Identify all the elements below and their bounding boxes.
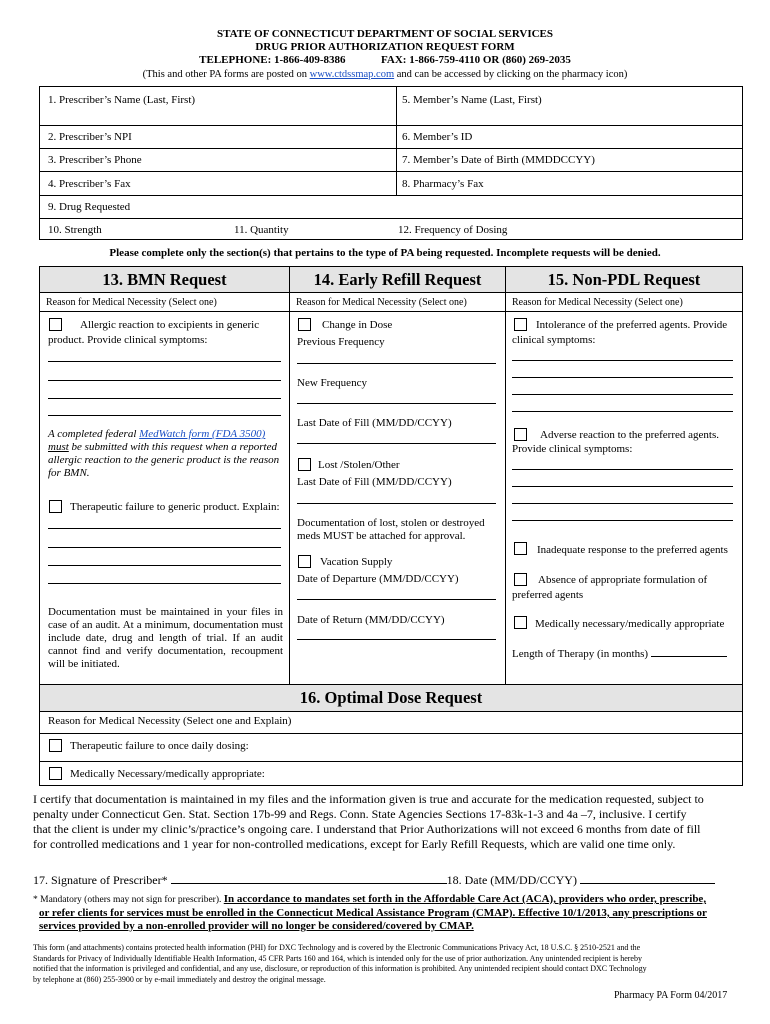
therapeutic-explain-line[interactable] <box>48 583 281 584</box>
mandatory-bold-3: services provided by a non-enrolled provider will no longer be considered/covered by CMAP. <box>39 920 474 932</box>
therapeutic-failure-checkbox[interactable] <box>49 500 62 513</box>
adverse-symptoms-line[interactable] <box>512 469 733 470</box>
mandatory-note <box>33 893 745 933</box>
allergic-reaction-label-2: product. Provide clinical symptoms: <box>48 334 208 346</box>
optimal-medically-necessary-label: Medically Necessary/medically appropriate: <box>70 768 265 780</box>
allergic-symptoms-line[interactable] <box>48 415 281 416</box>
absence-formulation-checkbox[interactable] <box>514 573 527 586</box>
absence-formulation-label: Absence of appropriate formulation of <box>538 574 708 586</box>
adverse-symptoms-line[interactable] <box>512 520 733 521</box>
new-frequency-label: New Frequency <box>297 377 367 389</box>
header-agency: STATE OF CONNECTICUT DEPARTMENT OF SOCIAL SERVICES <box>216 28 553 40</box>
medically-necessary-checkbox[interactable] <box>514 616 527 629</box>
certification-text <box>33 792 739 852</box>
nonpdl-reason-label: Reason for Medical Necessity (Select one) <box>512 297 683 308</box>
prescriber-name-field[interactable]: 1. Prescriber’s Name (Last, First) <box>48 94 196 106</box>
member-name-field[interactable]: 5. Member’s Name (Last, First) <box>402 94 542 106</box>
allergic-symptoms-line[interactable] <box>48 398 281 399</box>
member-dob-field[interactable]: 7. Member’s Date of Birth (MMDDCCYY) <box>402 154 595 166</box>
drug-requested-field[interactable]: 9. Drug Requested <box>48 201 131 213</box>
medwatch-note-post: be submitted with this request when a reported allergic reaction to the generic product is the reason for BMN. <box>48 441 280 479</box>
pharmacy-fax-field[interactable]: 8. Pharmacy’s Fax <box>402 178 484 190</box>
ctdssmap-link[interactable]: www.ctdssmap.com <box>309 69 395 80</box>
once-daily-failure-checkbox[interactable] <box>49 739 62 752</box>
therapy-length-field[interactable] <box>512 646 727 661</box>
certification-line: penalty under Connecticut Gen. Stat. Section 17b-99 and Regs. Conn. State Agencies Sections 17-83k-1-3 and 4a –7, inclusive. I certify <box>33 807 687 821</box>
optimal-reason-label: Reason for Medical Necessity (Select one and Explain) <box>48 715 292 727</box>
medically-necessary-label: Medically necessary/medically appropriate <box>535 618 725 630</box>
date-line[interactable] <box>580 872 715 884</box>
mandatory-pre: * Mandatory (others may not sign for prescriber). <box>33 895 224 905</box>
member-id-field[interactable]: 6. Member’s ID <box>402 131 473 143</box>
prescriber-phone-field[interactable]: 3. Prescriber’s Phone <box>48 154 142 166</box>
header-telephone: TELEPHONE: 1-866-409-8386 <box>199 54 346 66</box>
privacy-line: This form (and attachments) contains protected health information (PHI) for DXC Technology and is covered by the Electronic Communications Privacy Act, 18 U.S.C. § 2510-2521 and the <box>33 943 641 952</box>
allergic-symptoms-line[interactable] <box>48 361 281 362</box>
mandatory-bold-2: or refer clients for services must be enrolled in the Connecticut Medical Assistance Program (CMAP). Effective 10/1/2013, any prescriptions or <box>39 907 707 919</box>
previous-frequency-label: Previous Frequency <box>297 336 385 348</box>
medwatch-link[interactable]: MedWatch form (FDA 3500) <box>139 428 266 440</box>
privacy-line: notified that the information is privileged and confidential, and any use, disclosure, or reproduction of this information is prohibited. Any unintended recipient should contact DXC Technology <box>33 964 647 973</box>
nonpdl-title: 15. Non-PDL Request <box>506 267 742 292</box>
date-label: 18. Date (MM/DD/CCYY) <box>446 873 577 887</box>
privacy-line: Standards for Privacy of Individually Identifiable Health Information, 45 CFR Parts 160 and 164, which is intended only for the use of prior authorization. Any unintended recipient is hereby <box>33 953 642 963</box>
allergic-symptoms-line[interactable] <box>48 380 281 381</box>
signature-line[interactable] <box>171 872 447 884</box>
prescriber-fax-field[interactable]: 4. Prescriber’s Fax <box>48 178 131 190</box>
intolerance-symptoms-line[interactable] <box>512 377 733 378</box>
strength-field[interactable]: 10. Strength <box>48 224 102 236</box>
signature-label: 17. Signature of Prescriber* <box>33 873 168 887</box>
adverse-symptoms-line[interactable] <box>512 486 733 487</box>
last-fill-label-2: Last Date of Fill (MM/DD/CCYY) <box>297 476 452 488</box>
quantity-field[interactable]: 11. Quantity <box>234 224 289 236</box>
early-refill-title: 14. Early Refill Request <box>290 267 505 292</box>
last-fill-line-2[interactable] <box>297 503 496 504</box>
header-note-pre: (This and other PA forms are posted on <box>142 69 310 80</box>
vacation-supply-label: Vacation Supply <box>320 556 393 568</box>
certification-line: that the client is under my clinic’s/practice’s ongoing care. I understand that Prior Authorizations will not exceed 6 months from date of fill <box>33 822 701 836</box>
return-date-label: Date of Return (MM/DD/CCYY) <box>297 614 445 626</box>
intolerance-symptoms-line[interactable] <box>512 411 733 412</box>
privacy-notice <box>33 943 739 985</box>
bmn-reason-label: Reason for Medical Necessity (Select one) <box>46 297 217 308</box>
medwatch-note-pre: A completed federal <box>48 428 140 440</box>
signature-row <box>33 872 715 888</box>
header-form-title: DRUG PRIOR AUTHORIZATION REQUEST FORM <box>255 41 515 53</box>
allergic-reaction-label: Allergic reaction to excipients in generic <box>80 319 260 331</box>
optimal-dose-title: 16. Optimal Dose Request <box>40 685 742 711</box>
certification-line: I certify that documentation is maintained in my files and the information given is true and accurate for the medication requested, subject to <box>33 792 704 806</box>
adverse-reaction-checkbox[interactable] <box>514 428 527 441</box>
medwatch-must: must <box>48 441 69 453</box>
medwatch-note <box>48 428 286 480</box>
header-contact <box>0 54 770 67</box>
header-note-post: and can be accessed by clicking on the pharmacy icon) <box>394 69 628 80</box>
mandatory-bold-1: In accordance to mandates set forth in the Affordable Care Act (ACA), providers who order, prescribe, <box>223 893 707 905</box>
header-fax: FAX: 1-866-759-4110 OR (860) 269-2035 <box>381 54 571 66</box>
early-reason-label: Reason for Medical Necessity (Select one) <box>296 297 467 308</box>
once-daily-failure-label: Therapeutic failure to once daily dosing: <box>70 740 249 752</box>
privacy-line: by telephone at (860) 255-3900 or by e-mail immediately and destroy the original message. <box>33 974 326 984</box>
departure-date-line[interactable] <box>297 599 496 600</box>
therapy-length-label: Length of Therapy (in months) <box>512 648 649 660</box>
absence-formulation-label-2: preferred agents <box>512 589 584 601</box>
adverse-reaction-label: Adverse reaction to the preferred agents. <box>540 429 719 441</box>
return-date-line[interactable] <box>297 639 496 640</box>
lost-doc-note: Documentation of lost, stolen or destroyed meds MUST be attached for approval. <box>297 517 485 542</box>
change-in-dose-checkbox[interactable] <box>298 318 311 331</box>
intolerance-label-2: clinical symptoms: <box>512 334 596 346</box>
bmn-documentation-note: Documentation must be maintained in your files in case of an audit. At a minimum, documentation must include date, drug and length of trial. If an audit cannot find and verify documentation, recoupment will be initiated. <box>48 606 283 670</box>
therapeutic-failure-label: Therapeutic failure to generic product. Explain: <box>70 501 280 513</box>
departure-date-label: Date of Departure (MM/DD/CCYY) <box>297 573 459 585</box>
prescriber-npi-field[interactable]: 2. Prescriber’s NPI <box>48 131 132 143</box>
instruction-text: Please complete only the section(s) that pertains to the type of PA being requested. Incomplete requests will be denied. <box>109 247 661 259</box>
intolerance-symptoms-line[interactable] <box>512 360 733 361</box>
last-fill-line-1[interactable] <box>297 443 496 444</box>
optimal-medically-necessary-checkbox[interactable] <box>49 767 62 780</box>
bmn-title: 13. BMN Request <box>40 267 289 292</box>
adverse-reaction-label-2: Provide clinical symptoms: <box>512 443 633 455</box>
therapy-length-line[interactable] <box>651 646 727 657</box>
therapeutic-explain-line[interactable] <box>48 528 281 529</box>
intolerance-label: Intolerance of the preferred agents. Provide <box>536 319 728 331</box>
last-fill-label-1: Last Date of Fill (MM/DD/CCYY) <box>297 417 452 429</box>
therapeutic-explain-line[interactable] <box>48 547 281 548</box>
change-in-dose-label: Change in Dose <box>322 319 393 331</box>
previous-frequency-line[interactable] <box>297 363 496 364</box>
lost-stolen-checkbox[interactable] <box>298 458 311 471</box>
inadequate-response-label: Inadequate response to the preferred agents <box>537 544 728 556</box>
frequency-field[interactable]: 12. Frequency of Dosing <box>398 224 508 236</box>
adverse-symptoms-line[interactable] <box>512 503 733 504</box>
header-note <box>0 69 770 80</box>
form-version: Pharmacy PA Form 04/2017 <box>614 990 728 1001</box>
inadequate-response-checkbox[interactable] <box>514 542 527 555</box>
therapeutic-explain-line[interactable] <box>48 565 281 566</box>
intolerance-checkbox[interactable] <box>514 318 527 331</box>
intolerance-symptoms-line[interactable] <box>512 394 733 395</box>
new-frequency-line[interactable] <box>297 403 496 404</box>
vacation-supply-checkbox[interactable] <box>298 555 311 568</box>
allergic-reaction-checkbox[interactable] <box>49 318 62 331</box>
prescriber-member-table <box>39 86 743 240</box>
lost-stolen-label: Lost /Stolen/Other <box>318 459 400 471</box>
certification-line: for controlled medications and 1 year for non-controlled medications, except for Early Refill Requests, which are valid one time only. <box>33 837 676 851</box>
